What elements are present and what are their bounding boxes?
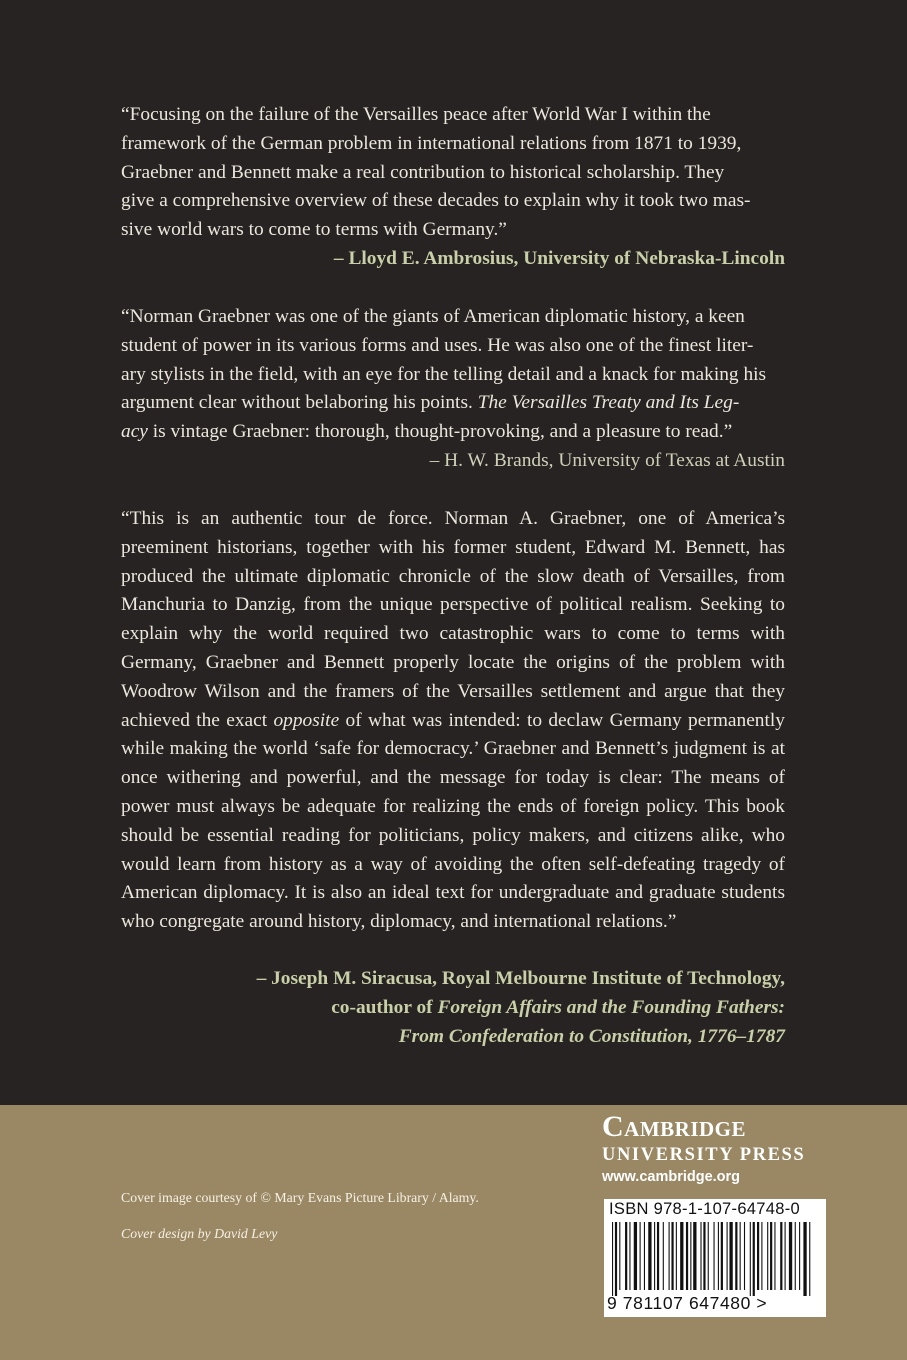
barcode-bar (785, 1222, 786, 1290)
barcode-bar (703, 1222, 705, 1290)
quote-line: Graebner and Bennett make a real contribution to historical scholarship. They (121, 161, 725, 183)
barcode-bar (654, 1222, 655, 1290)
quote-line: give a comprehensive overview of these decades to explain why it took two mas- (121, 190, 751, 212)
barcode-bar (770, 1222, 772, 1290)
barcode-bar (644, 1222, 645, 1290)
book-title: The Versailles Treaty and Its Leg- (477, 392, 740, 414)
barcode-bar (693, 1222, 696, 1290)
emphasis: opposite (273, 709, 340, 731)
barcode-bar (744, 1222, 745, 1290)
barcode-bar (690, 1222, 691, 1290)
barcode-bar (750, 1222, 751, 1296)
barcode-bar (721, 1222, 723, 1290)
image-credit: Cover image courtesy of © Mary Evans Picture Library / Alamy. (121, 1190, 479, 1205)
quote-line: is vintage Graebner: thorough, thought-provoking, and a pleasure to read.” (152, 421, 733, 443)
quote-line: “Focusing on the failure of the Versailles peace after World War I within the (121, 104, 711, 125)
attribution-ambrosius: – Lloyd E. Ambrosius, University of Nebraska-Lincoln (333, 248, 785, 269)
publisher-name: Cambridge (602, 1110, 747, 1143)
isbn-barcode (604, 1199, 826, 1317)
barcode-bar (803, 1222, 806, 1296)
barcode-bar (676, 1222, 677, 1290)
attribution-siracusa (257, 965, 785, 1051)
barcode-bar (686, 1222, 688, 1290)
barcode-bar (718, 1222, 719, 1290)
barcode-bar (753, 1222, 755, 1296)
barcode-bar (640, 1222, 641, 1290)
quote-line: ary stylists in the field, with an eye for the telling detail and a knack for making his (121, 363, 767, 385)
barcode-bar (789, 1222, 792, 1290)
book-title: acy (121, 421, 148, 443)
barcode-bar (774, 1222, 775, 1290)
barcode-bar (625, 1222, 627, 1290)
quote-line: framework of the German problem in international relations from 1871 to 1939, (121, 132, 742, 154)
barcode-bar (700, 1222, 701, 1290)
barcode-bar (740, 1222, 741, 1290)
barcode-bar (671, 1222, 673, 1290)
quote-line: “Norman Graebner was one of the giants of American diplomatic history, a keen (121, 306, 745, 327)
design-credit: Cover design by David Levy (121, 1226, 278, 1241)
barcode-bar (615, 1222, 617, 1296)
barcode-bar (761, 1222, 762, 1290)
barcode-bar (795, 1222, 796, 1290)
publisher-url: www.cambridge.org (602, 1169, 741, 1185)
attribution-brands: – H. W. Brands, University of Texas at Austin (429, 450, 785, 471)
barcode-bar (612, 1222, 613, 1296)
isbn-label: ISBN 978-1-107-64748-0 (609, 1200, 800, 1218)
barcode-bar (767, 1222, 768, 1290)
barcode-bar (708, 1222, 709, 1290)
barcode-bar (663, 1222, 664, 1290)
attribution-prefix: co-author of (331, 996, 433, 1018)
barcode-bar (619, 1222, 620, 1290)
barcode-bars (610, 1222, 815, 1296)
barcode-bar (809, 1222, 810, 1296)
attribution-line: – Joseph M. Siracusa, Royal Melbourne Institute of Technology, (256, 968, 785, 989)
quote-ambrosius (121, 101, 785, 245)
quote-line: sive world wars to come to terms with Germany.” (121, 219, 507, 241)
barcode-bar (757, 1222, 759, 1290)
quote-line: argument clear without belaboring his points. (121, 392, 473, 414)
barcode-bar (729, 1222, 732, 1290)
barcode-bar (648, 1222, 651, 1290)
publisher-press: UNIVERSITY PRESS (602, 1145, 806, 1165)
barcode-bar (634, 1222, 637, 1290)
quote-siracusa (121, 505, 785, 937)
publisher-logo (602, 1110, 828, 1185)
barcode-bar (629, 1222, 630, 1290)
barcode-bar (799, 1222, 800, 1290)
barcode-bar (727, 1222, 728, 1290)
barcode-bar (657, 1222, 659, 1290)
quote-text: of what was intended: to declaw Germany permanently while making the world ‘safe for democracy.’ Graebner and Bennett’s judgment is at once withering and powerful, and the message for today is clear: The means of power must always be adequate for realizing the ends of foreign policy. This book should be essential reading for politicians, policy makers, and citizens alike, who would learn from history as a way of avoiding the often self-defeating tragedy of American diplomacy. It is also an ideal text for undergraduate and graduate students who congregate around history, diplomacy, and international relations.” (121, 709, 785, 933)
barcode-bar (714, 1222, 715, 1290)
barcode-bar (680, 1222, 683, 1290)
barcode-bar (735, 1222, 737, 1290)
book-title: Foreign Affairs and the Founding Fathers: (437, 996, 785, 1018)
barcode-bar (669, 1222, 670, 1290)
barcode-bar (780, 1222, 782, 1290)
book-subtitle: From Confederation to Constitution, 1776–1787 (398, 1025, 785, 1047)
isbn-digits: 9 781107 647480 > (607, 1293, 768, 1313)
quote-text: “This is an authentic tour de force. Norman A. Graebner, one of America’s preeminent historians, together with his former student, Edward M. Bennett, has produced the ultimate diplomatic chronicle of the slow death of Versailles, from Manchuria to Danzig, from the unique perspective of political realism. Seeking to explain why the world required two catastrophic wars to come to terms with Germany, Graebner and Bennett properly locate the origins of the problem with Woodrow Wilson and the framers of the Versailles settlement and argue that they achieved the exact (121, 508, 785, 731)
quote-line: student of power in its various forms and uses. He was also one of the finest liter- (121, 334, 754, 356)
quote-brands (121, 303, 785, 447)
